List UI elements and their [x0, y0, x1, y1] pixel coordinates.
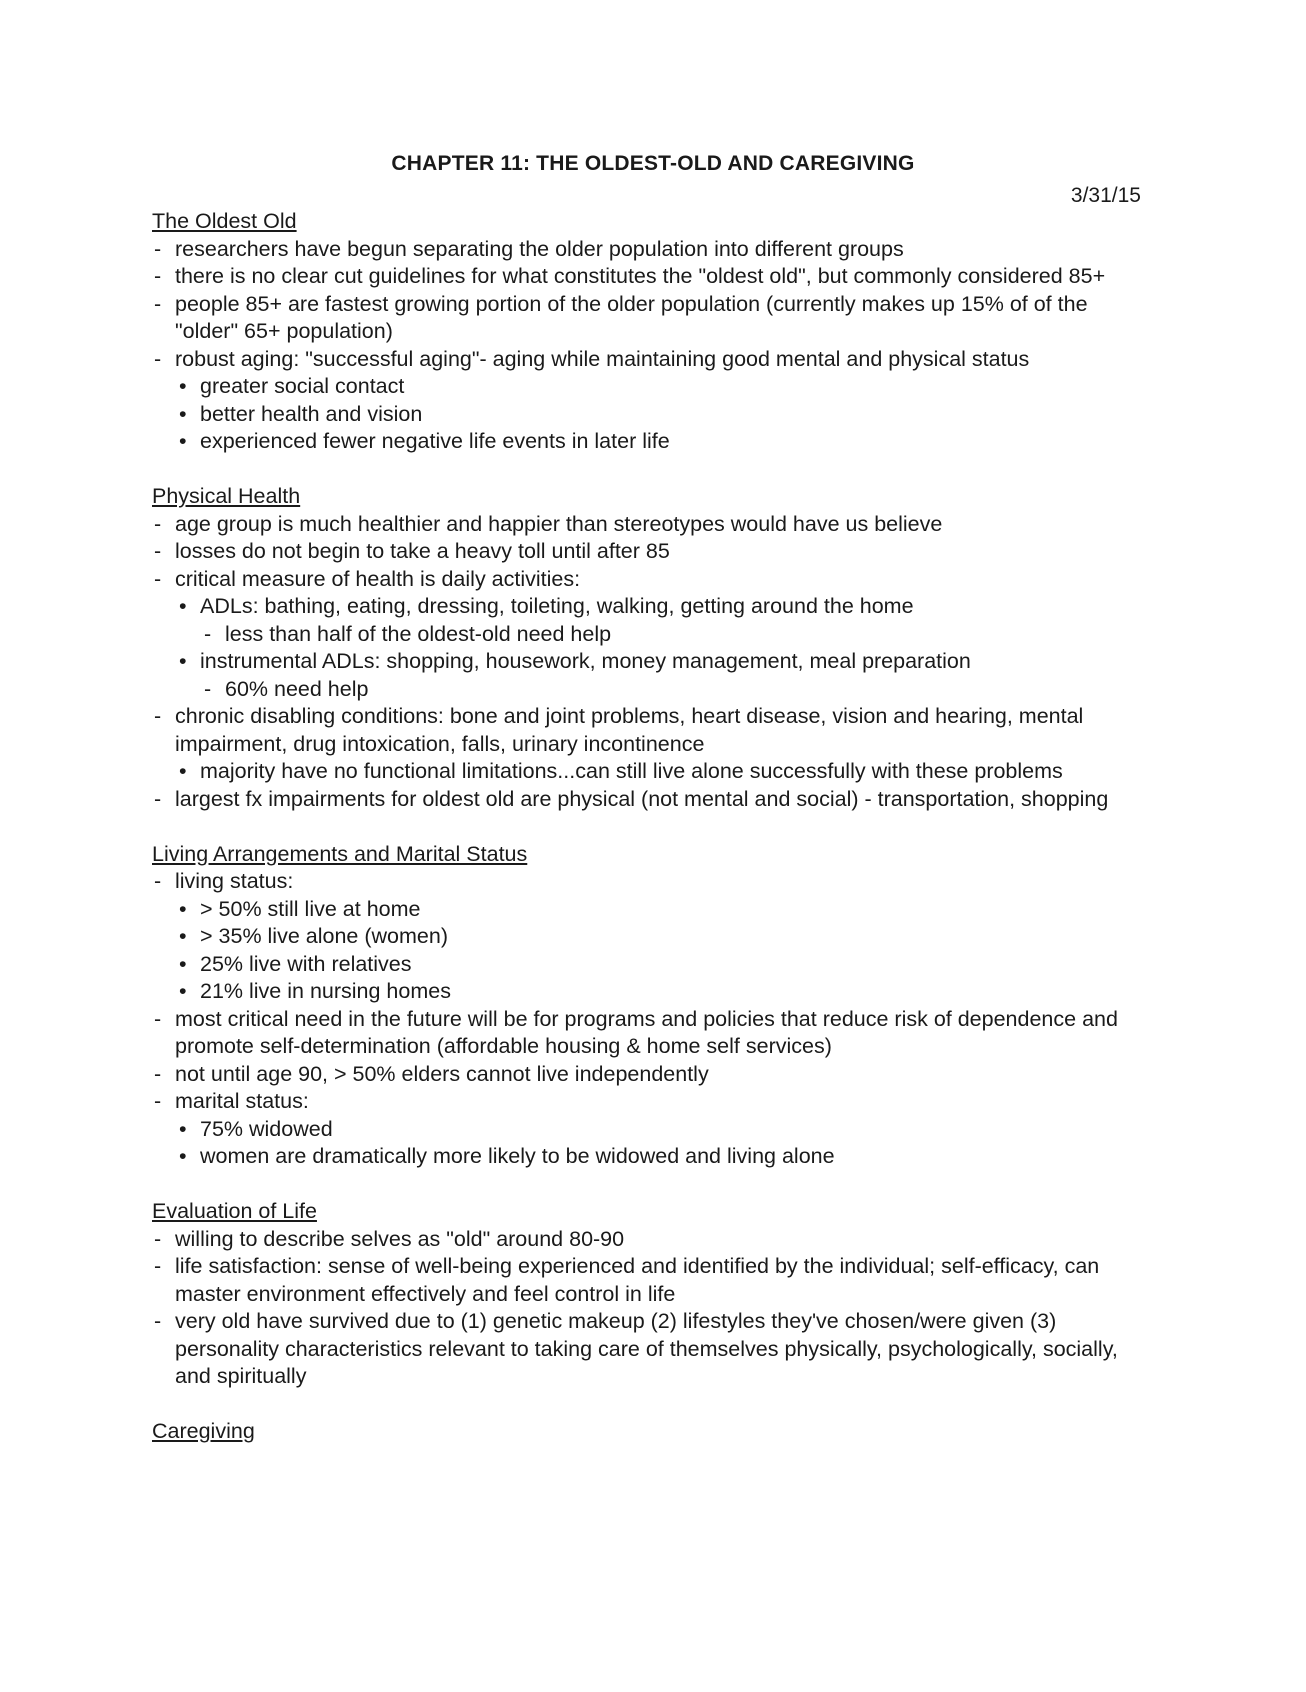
section-heading: Caregiving [152, 1419, 255, 1443]
list-item: - chronic disabling conditions: bone and joint problems, heart disease, vision and hearing, mental impairment, drug intoxication, falls, urinary incontinence [152, 703, 1152, 758]
list-item: - marital status: [152, 1088, 1152, 1116]
notes-body [152, 208, 1152, 1473]
list-item: - people 85+ are fastest growing portion of the older population (currently makes up 15% of of the "older" 65+ population) [152, 291, 1152, 346]
bullet-list [152, 1226, 1152, 1391]
list-item: - less than half of the oldest-old need help [202, 621, 1152, 649]
section-the-oldest-old [152, 208, 1152, 456]
list-item: • majority have no functional limitations...can still live alone successfully with these problems [177, 758, 1152, 786]
list-item: - not until age 90, > 50% elders cannot live independently [152, 1061, 1152, 1089]
list-item: • better health and vision [177, 401, 1152, 429]
section-heading: Physical Health [152, 484, 301, 508]
list-item: • greater social contact [177, 373, 1152, 401]
section-heading: Living Arrangements and Marital Status [152, 841, 528, 866]
list-item: • 75% widowed [177, 1116, 1152, 1144]
document-title: CHAPTER 11: THE OLDEST-OLD AND CAREGIVING [391, 152, 915, 175]
list-item: - critical measure of health is daily activities: [152, 566, 1152, 594]
list-item: • instrumental ADLs: shopping, housework, money management, meal preparation [177, 648, 1152, 676]
section-heading: Evaluation of Life [152, 1199, 317, 1223]
list-item: • > 50% still live at home [177, 896, 1152, 924]
list-item: • ADLs: bathing, eating, dressing, toileting, walking, getting around the home [177, 593, 1152, 621]
list-item: • experienced fewer negative life events in later life [177, 428, 1152, 456]
list-item: • women are dramatically more likely to be widowed and living alone [177, 1143, 1152, 1171]
list-item: • 21% live in nursing homes [177, 978, 1152, 1006]
list-item: - there is no clear cut guidelines for what constitutes the "oldest old", but commonly considered 85+ [152, 263, 1152, 291]
section-caregiving [152, 1418, 1152, 1446]
list-item: - willing to describe selves as "old" around 80-90 [152, 1226, 1152, 1254]
section-physical-health [152, 483, 1152, 813]
section-evaluation-of-life [152, 1198, 1152, 1391]
list-item: - losses do not begin to take a heavy toll until after 85 [152, 538, 1152, 566]
list-item: - robust aging: "successful aging"- aging while maintaining good mental and physical status [152, 346, 1152, 374]
bullet-list [152, 511, 1152, 814]
list-item: • > 35% live alone (women) [177, 923, 1152, 951]
list-item: • 25% live with relatives [177, 951, 1152, 979]
list-item: - living status: [152, 868, 1152, 896]
document-date: 3/31/15 [1070, 184, 1141, 207]
list-item: - 60% need help [202, 676, 1152, 704]
list-item: - very old have survived due to (1) genetic makeup (2) lifestyles they've chosen/were given (3) personality characteristics relevant to taking care of themselves physically, psychologically, socially, and spiritually [152, 1308, 1152, 1391]
bullet-list [152, 868, 1152, 1171]
section-living-arrangements-and-marital-status [152, 841, 1152, 1171]
list-item: - age group is much healthier and happier than stereotypes would have us believe [152, 511, 1152, 539]
list-item: - largest fx impairments for oldest old are physical (not mental and social) - transportation, shopping [152, 786, 1152, 814]
section-heading: The Oldest Old [152, 209, 297, 233]
bullet-list [152, 236, 1152, 456]
list-item: - life satisfaction: sense of well-being experienced and identified by the individual; self-efficacy, can master environment effectively and feel control in life [152, 1253, 1152, 1308]
list-item: - most critical need in the future will be for programs and policies that reduce risk of dependence and promote self-determination (affordable housing & home self services) [152, 1006, 1152, 1061]
list-item: - researchers have begun separating the older population into different groups [152, 236, 1152, 264]
